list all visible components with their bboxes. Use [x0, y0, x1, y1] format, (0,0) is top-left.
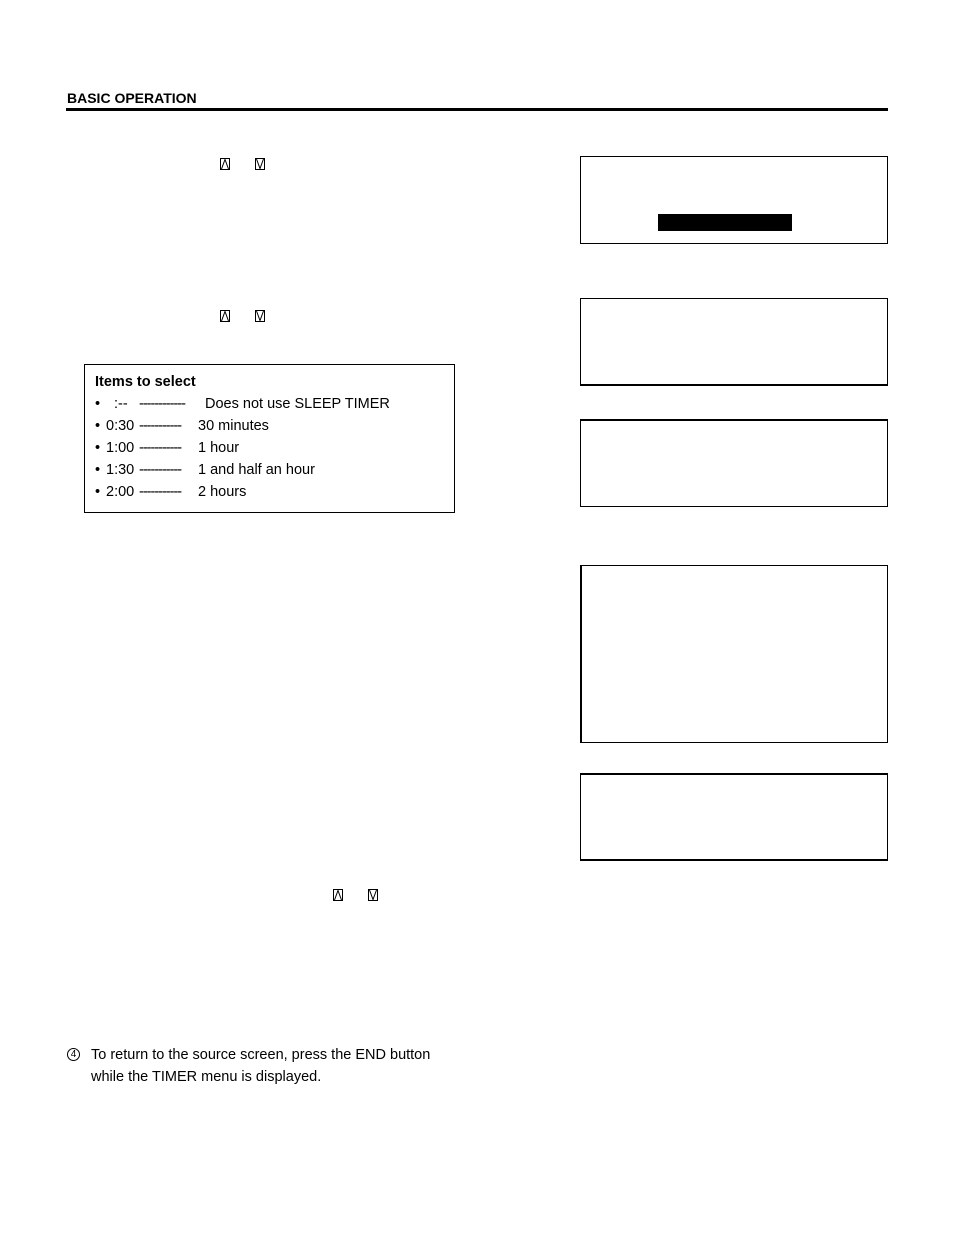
menu-highlight-bar [658, 214, 792, 231]
screen-illustration-3 [580, 419, 888, 507]
item-desc: 1 and half an hour [198, 462, 315, 478]
item-code: 1:30 [106, 462, 135, 478]
down-arrow-key-icon [255, 310, 265, 322]
item-desc: 1 hour [198, 440, 240, 456]
item-desc: 30 minutes [198, 418, 269, 434]
down-arrow-key-icon [255, 158, 265, 170]
header-title: BASIC OPERATION [67, 90, 197, 106]
item-desc: Does not use SLEEP TIMER [205, 396, 390, 412]
step-text-line-1: To return to the source screen, press the END button [91, 1047, 431, 1063]
item-desc: 2 hours [198, 484, 247, 500]
item-code: :-- [114, 396, 128, 412]
item-dashes: ------------ [139, 396, 185, 412]
item-code: 2:00 [106, 484, 135, 500]
bullet: • [95, 440, 101, 456]
arrow-keys-3 [333, 889, 378, 901]
list-item [95, 393, 454, 415]
up-arrow-key-icon [220, 310, 230, 322]
item-dashes: ----------- [139, 440, 182, 456]
bullet: • [95, 396, 101, 412]
list-item [95, 437, 454, 459]
up-arrow-key-icon [333, 889, 343, 901]
header-rule [66, 108, 888, 111]
screen-illustration-4 [580, 565, 888, 743]
up-arrow-key-icon [220, 158, 230, 170]
items-to-select-box [84, 364, 455, 513]
bullet: • [95, 462, 101, 478]
screen-illustration-5 [580, 773, 888, 861]
list-item [95, 481, 454, 503]
items-title: Items to select [95, 374, 196, 390]
step-text-line-2: while the TIMER menu is displayed. [91, 1069, 322, 1085]
bullet: • [95, 418, 101, 434]
step-4 [67, 1044, 467, 1088]
item-code: 0:30 [106, 418, 135, 434]
screen-illustration-2 [580, 298, 888, 386]
list-item [95, 459, 454, 481]
item-dashes: ----------- [139, 418, 182, 434]
step-number: 4 [67, 1048, 80, 1061]
bullet: • [95, 484, 101, 500]
arrow-keys-2 [220, 310, 265, 322]
down-arrow-key-icon [368, 889, 378, 901]
arrow-keys-1 [220, 158, 265, 170]
list-item [95, 415, 454, 437]
item-code: 1:00 [106, 440, 135, 456]
item-dashes: ----------- [139, 462, 182, 478]
item-dashes: ----------- [139, 484, 182, 500]
screen-illustration-1 [580, 156, 888, 244]
